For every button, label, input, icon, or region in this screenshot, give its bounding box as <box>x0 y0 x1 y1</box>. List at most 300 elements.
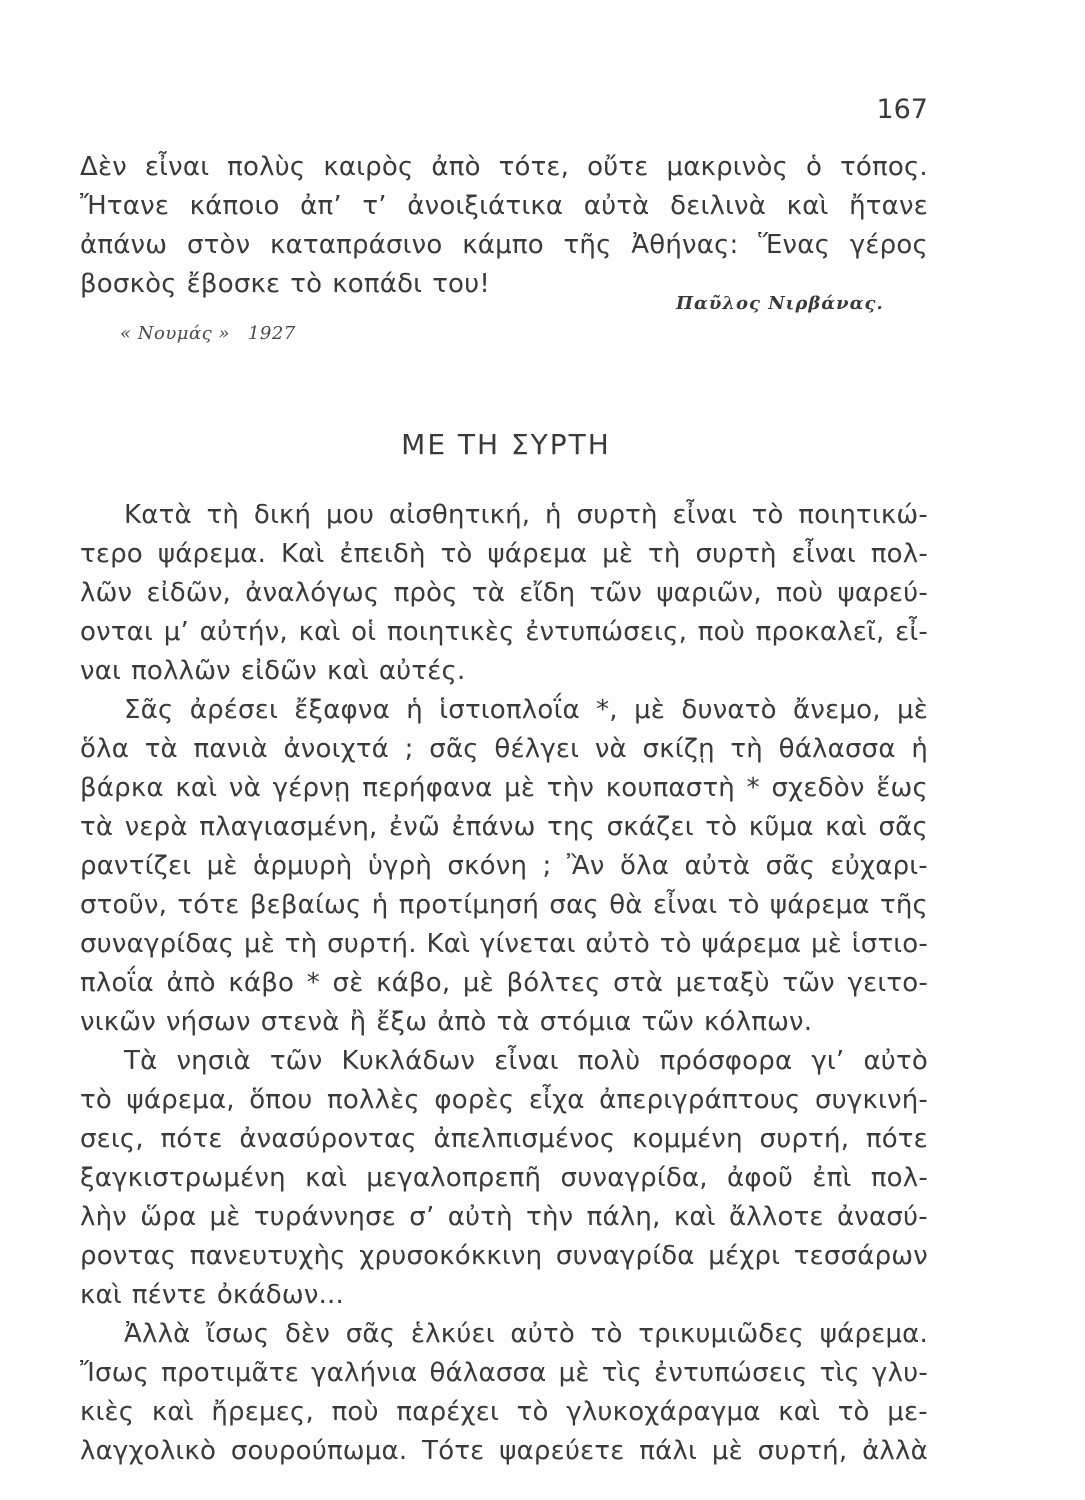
word: κουπαστὴ <box>605 773 735 803</box>
word: κόλπων. <box>704 1007 813 1037</box>
word: ἡ <box>545 500 562 530</box>
word: εἶχα <box>528 1085 585 1115</box>
text-line <box>80 574 928 613</box>
word: μεγαλοπρεπῆ <box>366 1163 542 1193</box>
word: συρτή, <box>759 1124 850 1154</box>
section-title: ΜΕ ΤΗ ΣΥΡΤΗ <box>401 428 611 461</box>
word: κοπάδι <box>332 269 423 299</box>
word: συρτὴ <box>695 539 777 569</box>
word: συρτή, <box>757 1436 848 1466</box>
source-year: 1927 <box>247 323 296 344</box>
word: μου <box>326 500 375 530</box>
word: χρυσοκόκκινη <box>359 1241 543 1271</box>
word: *, <box>596 695 618 725</box>
word: μὲ <box>243 929 275 959</box>
word: Ἤτανε <box>80 191 170 221</box>
word: μὲ <box>558 1358 590 1388</box>
word: ἀπὸ <box>431 152 481 182</box>
word: πολὺς <box>227 152 306 182</box>
word: μακρινὸς <box>666 152 789 182</box>
word: καὶ <box>151 1397 194 1427</box>
word: ποὺ <box>331 1397 379 1427</box>
word: ἐνῶ <box>388 812 440 842</box>
word: θέλγει <box>494 734 580 764</box>
word: ψαρεύετε <box>499 1436 625 1466</box>
word: σκόνη <box>447 851 528 881</box>
word: οὔτε <box>587 152 649 182</box>
word: συναγρίδα, <box>560 1163 708 1193</box>
text-line <box>80 1237 928 1276</box>
word: σὲ <box>332 968 364 998</box>
word: περήφανα <box>362 773 493 803</box>
word: σ’ <box>409 1202 435 1232</box>
word: ονται <box>80 617 154 647</box>
word: πέντε <box>131 1280 207 1310</box>
word: σᾶς <box>345 1319 396 1349</box>
word: ἐντυπώσεις, <box>525 617 688 647</box>
word: πάλη, <box>586 1202 661 1232</box>
word: Καὶ <box>426 929 471 959</box>
word: μὲ <box>711 1436 743 1466</box>
word: ὅλα <box>620 851 670 881</box>
word: τυράννησε <box>253 1202 397 1232</box>
word: λαγχολικὸ <box>80 1436 217 1466</box>
text-line <box>80 226 928 265</box>
text-line <box>80 1042 928 1081</box>
word: καὶ <box>175 773 218 803</box>
word: ὑγρὴ <box>367 851 433 881</box>
word: ἐπάνω <box>451 812 536 842</box>
word: ἢ <box>349 1007 367 1037</box>
word: προκαλεῖ, <box>755 617 885 647</box>
word: τὶς <box>601 1358 643 1388</box>
page-number: 167 <box>876 94 928 125</box>
word: τ’ <box>362 191 387 221</box>
word: θὰ <box>609 890 643 920</box>
word: τὴ <box>730 734 763 764</box>
word: τῶν <box>782 968 835 998</box>
word: στενὰ <box>260 1007 340 1037</box>
word: πολλῶν <box>131 656 231 686</box>
word: σεις, <box>80 1124 144 1154</box>
word: εἶναι <box>494 1046 559 1076</box>
word: Κατὰ <box>124 500 192 530</box>
word: φορὲς <box>434 1085 515 1115</box>
word: γέρνῃ <box>272 773 351 803</box>
word: πανευτυχὴς <box>189 1241 346 1271</box>
word: πάλι <box>639 1436 698 1466</box>
word: ψάρεμα, <box>126 1085 235 1115</box>
word: δική <box>253 500 312 530</box>
word: αὐτές. <box>378 656 466 686</box>
word: τὴ <box>648 539 681 569</box>
word: ἀπὸ <box>437 1007 487 1037</box>
word: δὲν <box>284 1319 331 1349</box>
word: * <box>306 968 320 998</box>
word: οἱ <box>351 617 377 647</box>
word: σᾶς <box>765 851 816 881</box>
word: ἄλλοτε <box>728 1202 824 1232</box>
word: μὲ <box>896 695 928 725</box>
word: καιρὸς <box>323 152 414 182</box>
word: παρέχει <box>396 1397 500 1427</box>
text-line <box>80 187 928 226</box>
word: καὶ <box>326 656 369 686</box>
word: ποὺ <box>697 617 745 647</box>
word: τρικυμιῶδες <box>638 1319 805 1349</box>
word: πότε <box>865 1124 928 1154</box>
word: αἰσθητική, <box>388 500 531 530</box>
word: ἡ <box>406 695 423 725</box>
word: μὲ <box>634 695 666 725</box>
word: κάποιο <box>189 191 280 221</box>
word: αὐτὸ <box>863 1046 928 1076</box>
word: σουρούπωμα. <box>230 1436 408 1466</box>
word: μὲ <box>462 968 494 998</box>
word: μὲ <box>504 773 536 803</box>
word: πότε <box>160 1124 223 1154</box>
text-line <box>80 148 928 187</box>
word: πολὺ <box>577 1046 641 1076</box>
word: τὰ <box>144 734 178 764</box>
word: πλοΐα <box>80 968 154 998</box>
word: πρὸς <box>393 578 458 608</box>
word: Τὰ <box>124 1046 158 1076</box>
text-line <box>80 1276 928 1315</box>
word: ἀνοιχτά <box>283 734 390 764</box>
word: τῶν <box>589 578 643 608</box>
word: ἐντυπώσεις <box>654 1358 808 1388</box>
word: βοσκὸς <box>80 269 177 299</box>
text-line <box>80 847 928 886</box>
word: λὴν <box>80 1202 127 1232</box>
word: σας <box>549 890 599 920</box>
word: τὸ <box>751 500 784 530</box>
word: καὶ <box>673 1202 716 1232</box>
word: καὶ <box>778 1397 821 1427</box>
word: γαλήνια <box>311 1358 418 1388</box>
word: συρτή. <box>327 929 417 959</box>
word: ἀνασύροντας <box>239 1124 417 1154</box>
word: ἁρμυρὴ <box>253 851 353 881</box>
word: αὐτὰ <box>684 851 751 881</box>
text-line <box>80 1354 928 1393</box>
word: εἶ- <box>895 617 928 647</box>
word: μέχρι <box>708 1241 781 1271</box>
word: ἱστιοπλοΐα <box>439 695 580 725</box>
word: ποιητικὲς <box>386 617 515 647</box>
word: συρτὴ <box>576 500 658 530</box>
word: τὴν <box>526 1202 574 1232</box>
text-line <box>80 652 928 691</box>
word: τῆς <box>563 230 612 260</box>
word: καταπράσινο <box>270 230 443 260</box>
word: ἀπάνω <box>80 230 168 260</box>
word: * <box>746 773 760 803</box>
source-citation <box>120 323 296 344</box>
word: με- <box>887 1397 928 1427</box>
word: ξαγκιστρωμένη <box>80 1163 286 1193</box>
word: ἀπὸ <box>166 968 216 998</box>
word: αὐτὸ <box>585 929 650 959</box>
word: καὶ <box>80 1280 122 1310</box>
word: εἰδῶν <box>240 656 317 686</box>
word: τὸ <box>727 890 760 920</box>
word: ψάρεμα <box>487 539 588 569</box>
word: Ἴσως <box>80 1358 150 1388</box>
word: ἀρέσει <box>189 695 278 725</box>
word: δυνατὸ <box>681 695 777 725</box>
word: εὐχαρι- <box>830 851 928 881</box>
word: καὶ <box>825 812 867 842</box>
word: γειτο- <box>847 968 928 998</box>
word: τῆς <box>879 890 928 920</box>
word: ἔξω <box>376 1007 428 1037</box>
text-line <box>80 1120 928 1159</box>
text-line <box>80 691 928 730</box>
word: ψάρεμα. <box>819 1319 928 1349</box>
word: ποιητικώ- <box>798 500 928 530</box>
word: πρόσφορα <box>659 1046 793 1076</box>
text-line <box>80 1003 928 1042</box>
word: Ἂν <box>566 851 605 881</box>
main-text <box>80 496 928 1471</box>
word: τὸ <box>516 1397 549 1427</box>
word: θάλασσα <box>429 1358 547 1388</box>
word: πανιὰ <box>193 734 268 764</box>
word: ἑλκύει <box>410 1319 495 1349</box>
word: κῦμα <box>748 812 814 842</box>
word: ; <box>542 851 552 881</box>
word: Τότε <box>422 1436 485 1466</box>
word: κομμένη <box>632 1124 743 1154</box>
word: κάβο, <box>376 968 451 998</box>
word: μὲ <box>209 1202 241 1232</box>
word: ὅπου <box>249 1085 313 1115</box>
word: σᾶς <box>429 734 479 764</box>
word: Ἕνας <box>758 230 831 260</box>
word: τῶν <box>269 1046 323 1076</box>
word: πολ- <box>870 1163 928 1193</box>
word: ἴσως <box>206 1319 270 1349</box>
word: ὁ <box>806 152 823 182</box>
word: τῶν <box>641 1007 695 1037</box>
word: βόλτες <box>506 968 601 998</box>
word: αὐτὴ <box>447 1202 513 1232</box>
text-line <box>80 1159 928 1198</box>
word: Δὲν <box>80 152 127 182</box>
word: γέρος <box>849 230 928 260</box>
word: ποὺ <box>776 578 824 608</box>
word: εἴδη <box>519 578 576 608</box>
word: ναι <box>80 656 122 686</box>
word: αὐτὰ <box>583 191 650 221</box>
word: πλαγιασμένη, <box>199 812 378 842</box>
word: μὲ <box>602 539 634 569</box>
word: τὰ <box>496 1007 530 1037</box>
word: στὸν <box>186 230 251 260</box>
word: ψάρεμα <box>701 929 802 959</box>
word: λῶν <box>80 578 133 608</box>
word: καὶ <box>305 1163 347 1193</box>
word: σκίζῃ <box>642 734 715 764</box>
word: ἱστιο- <box>851 929 928 959</box>
word: ἐπειδὴ <box>339 539 426 569</box>
word: ἔξαφνα <box>294 695 390 725</box>
word: συναγρίδα <box>555 1241 695 1271</box>
word: ἀπεριγράπτους <box>599 1085 801 1115</box>
word: προτιμᾶτε <box>161 1358 299 1388</box>
word: τότε <box>177 890 240 920</box>
word: ὅλα <box>80 734 130 764</box>
word: ἀπελπισμένος <box>433 1124 616 1154</box>
word: στὰ <box>613 968 664 998</box>
word: Καὶ <box>280 539 325 569</box>
word: νησιὰ <box>176 1046 251 1076</box>
word: του! <box>432 269 491 299</box>
word: εἶναι <box>144 152 210 182</box>
word: τὸ <box>590 1319 623 1349</box>
author-signature: Παῦλος Νιρβάνας. <box>676 293 884 314</box>
word: γι’ <box>811 1046 845 1076</box>
word: συναγρίδας <box>80 929 235 959</box>
word: τὴν <box>546 773 595 803</box>
word: βάρκα <box>80 773 164 803</box>
word: σᾶς <box>878 812 928 842</box>
word: καὶ <box>298 617 341 647</box>
word: ; <box>404 734 414 764</box>
word: ἀπ’ <box>300 191 342 221</box>
text-line <box>80 535 928 574</box>
word: μ’ <box>163 617 189 647</box>
word: Ἀλλὰ <box>124 1319 191 1349</box>
word: νὰ <box>228 773 261 803</box>
word: τόπος. <box>840 152 928 182</box>
word: ἔβοσκε <box>186 269 281 299</box>
text-line <box>80 1198 928 1237</box>
word: βεβαίως <box>249 890 362 920</box>
text-line <box>80 730 928 769</box>
word: ψάρεμα <box>769 890 870 920</box>
word: τὸ <box>659 929 692 959</box>
word: νερὰ <box>124 812 188 842</box>
word: τὸ <box>440 539 473 569</box>
word: ραντίζει <box>80 851 192 881</box>
word: τὶς <box>819 1358 860 1388</box>
word: νήσων <box>165 1007 251 1037</box>
word: ἡ <box>371 890 389 920</box>
word: ἀλλὰ <box>862 1436 928 1466</box>
word: τὴ <box>206 500 240 530</box>
word: σκάζει <box>606 812 694 842</box>
word: της <box>547 812 596 842</box>
word: συγκινή- <box>814 1085 928 1115</box>
word: ροντας <box>80 1241 177 1271</box>
word: εἰδῶν, <box>146 578 232 608</box>
word: γίνεται <box>479 929 576 959</box>
word: Ἀθήνας: <box>631 230 739 260</box>
text-line <box>80 769 928 808</box>
word: κιὲς <box>80 1397 135 1427</box>
word: τὸ <box>290 269 323 299</box>
word: πολ- <box>870 539 928 569</box>
text-line <box>80 1432 928 1471</box>
word: ἤρεμες, <box>211 1397 314 1427</box>
word: ἐπὶ <box>812 1163 852 1193</box>
word: ὥρα <box>140 1202 197 1232</box>
word: ψάρεμα. <box>157 539 267 569</box>
word: τὰ <box>471 578 506 608</box>
word: νὰ <box>594 734 627 764</box>
word: αὐτὸ <box>510 1319 575 1349</box>
text-line <box>80 925 928 964</box>
word: εἶναι <box>652 890 718 920</box>
word: αὐτήν, <box>199 617 288 647</box>
word: ψαρεύ- <box>837 578 928 608</box>
word: στόμια <box>539 1007 632 1037</box>
word: τότε, <box>498 152 570 182</box>
word: κάβο <box>228 968 295 998</box>
word: τὰ <box>80 812 114 842</box>
word: ἀνασύ- <box>836 1202 928 1232</box>
word: ἕως <box>876 773 928 803</box>
word: εἶναι <box>672 500 737 530</box>
word: νικῶν <box>80 1007 156 1037</box>
word: γλυ- <box>872 1358 928 1388</box>
word: ἀνοιξιάτικα <box>407 191 564 221</box>
word: τὴ <box>284 929 318 959</box>
word: τερο <box>80 539 143 569</box>
text-line <box>80 613 928 652</box>
word: δειλινὰ <box>670 191 767 221</box>
word: ἀφοῦ <box>727 1163 794 1193</box>
word: σχεδὸν <box>771 773 865 803</box>
word: ὀκάδων... <box>216 1280 344 1310</box>
word: εἶναι <box>791 539 856 569</box>
word: ἤτανε <box>849 191 928 221</box>
text-line <box>80 964 928 1003</box>
word: στοῦν, <box>80 890 168 920</box>
word: προτίμησή <box>398 890 540 920</box>
text-line <box>80 496 928 535</box>
word: ἄνεμο, <box>793 695 881 725</box>
word: ἡ <box>911 734 928 764</box>
word: ἀναλόγως <box>245 578 380 608</box>
word: μὲ <box>206 851 238 881</box>
word: τεσσάρων <box>793 1241 928 1271</box>
word: πολλὲς <box>327 1085 420 1115</box>
word: ψαριῶν, <box>656 578 762 608</box>
word: κάμπο <box>462 230 544 260</box>
intro-paragraph <box>80 148 928 304</box>
text-line <box>80 1393 928 1432</box>
word: Σᾶς <box>124 695 174 725</box>
word: Κυκλάδων <box>341 1046 476 1076</box>
word: τὸ <box>80 1085 112 1115</box>
word: τὸ <box>837 1397 870 1427</box>
source-publication: « Νουμάς » <box>120 323 230 344</box>
word: μεταξὺ <box>675 968 770 998</box>
text-line <box>80 886 928 925</box>
text-line <box>80 1081 928 1120</box>
word: καὶ <box>786 191 829 221</box>
word: τὸ <box>705 812 738 842</box>
word: θάλασσα <box>778 734 896 764</box>
text-line <box>80 808 928 847</box>
word: μὲ <box>811 929 842 959</box>
word: γλυκοχάραγμα <box>566 1397 761 1427</box>
text-line <box>80 1315 928 1354</box>
